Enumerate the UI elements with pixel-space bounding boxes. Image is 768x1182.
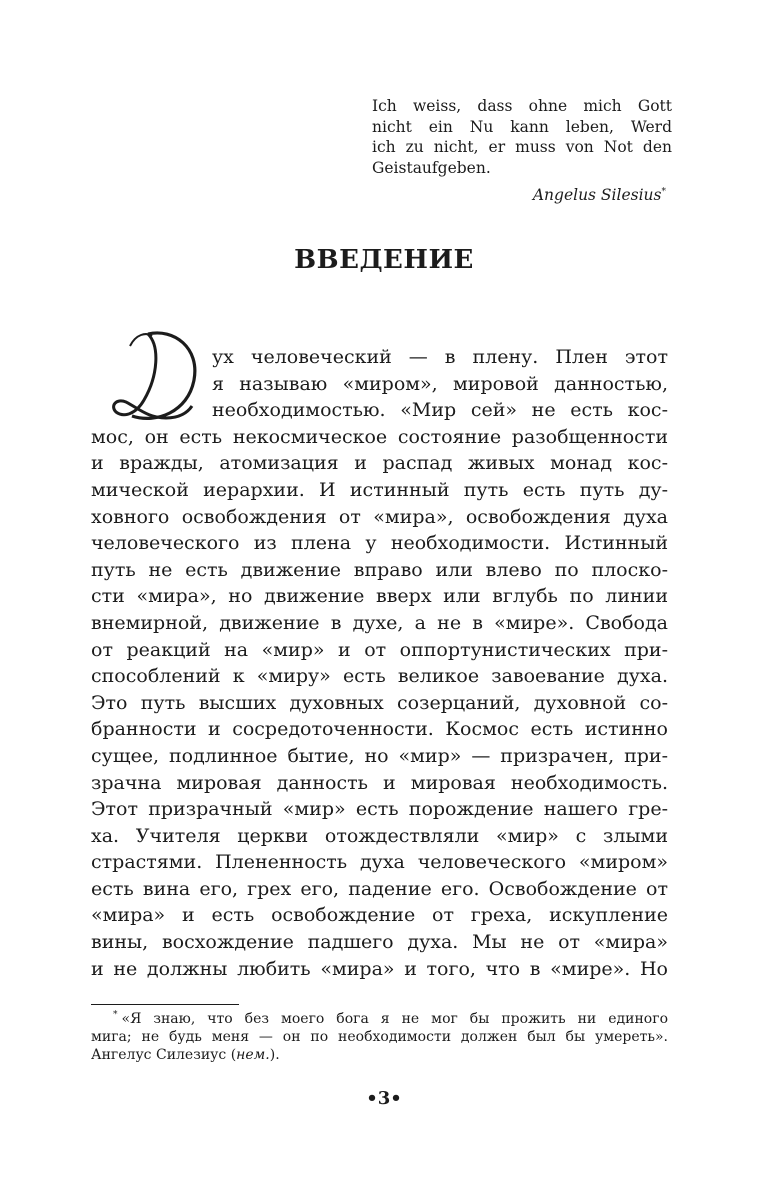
text-line: есть вина его, грех его, падение его. Освобождение от [91, 877, 668, 900]
footnote-divider [91, 1004, 239, 1005]
footnote-line: мига; не будь меня — он по необходимости должен был бы умереть». [91, 1029, 668, 1045]
text-line: мос, он есть некосмическое состояние разобщенности [91, 425, 668, 448]
page-number: •3• [366, 1088, 402, 1109]
footnote-marker: * [113, 1010, 118, 1021]
text-line: вины, восхождение падшего духа. Мы не от «мира» [91, 931, 668, 954]
text-line: внемирной, движение в духе, а не в «мире». Свобода [91, 611, 668, 634]
text-line: «мира» и есть освобождение от греха, искупление [91, 904, 668, 927]
text-line: человеческого из плена у необходимости. Истинный [91, 532, 668, 555]
text-line: сущее, подлинное бытие, но «мир» — призрачен, при- [91, 744, 668, 767]
dropcap-glyph: Д [108, 326, 109, 327]
footnote-language: нем. [236, 1047, 270, 1063]
footnote [91, 1010, 668, 1064]
text-line: я называю «миром», мировой данностью, [212, 372, 668, 395]
chapter-title: ВВЕДЕНИЕ [294, 245, 474, 275]
epigraph-author [372, 185, 666, 205]
epigraph-line: Ich weiss, dass ohne mich Gott [372, 97, 672, 115]
text-line: от реакций на «мир» и от оппортунистических при- [91, 638, 668, 661]
text-line: зрачна мировая данность и мировая необходимость. [91, 771, 668, 794]
text-line: и не должны любить «мира» и того, что в «мире». Но [91, 957, 668, 980]
text-line: способлений к «миру» есть великое завоевание духа. [91, 665, 668, 688]
epigraph [372, 96, 672, 178]
text-line: ховного освобождения от «мира», освобождения духа [91, 505, 668, 528]
text-line: страстями. Плененность духа человеческого «миром» [91, 851, 668, 874]
footnote-line [91, 1046, 668, 1064]
text-line: и вражды, атомизация и распад живых монад кос- [91, 452, 668, 475]
footnote-line [91, 1010, 668, 1028]
text-line: мической иерархии. И истинный путь есть путь ду- [91, 478, 668, 501]
epigraph-line: Geistaufgeben. [372, 158, 491, 177]
text-line: ха. Учителя церкви отождествляли «мир» с злыми [91, 824, 668, 847]
text-line: путь не есть движение вправо или влево по плоско- [91, 558, 668, 581]
epigraph-line: ich zu nicht, er muss von Not den [372, 138, 672, 156]
epigraph-author-name: Angelus Silesius [532, 186, 662, 204]
text-line: Этот призрачный «мир» есть порождение нашего гре- [91, 798, 668, 821]
text-line: сти «мира», но движение вверх или вглубь по линии [91, 585, 668, 608]
text-line: ух человеческий — в плену. Плен этот [212, 346, 668, 368]
footnote-source: Ангелус Силезиус ( [91, 1047, 237, 1063]
body-text [91, 344, 668, 982]
epigraph-line: nicht ein Nu kann leben, Werd [372, 117, 672, 136]
footnote-end: ). [269, 1047, 280, 1063]
text-line: необходимостью. «Мир сей» не есть кос- [212, 399, 668, 422]
text-line: Это путь высших духовных созерцаний, духовной со- [91, 691, 668, 714]
epigraph-footnote-marker: * [661, 186, 666, 197]
text-line: бранности и сосредоточенности. Космос есть истинно [91, 718, 668, 741]
footnote-line-text: «Я знаю, что без моего бога я не мог бы прожить ни единого [121, 1011, 668, 1027]
